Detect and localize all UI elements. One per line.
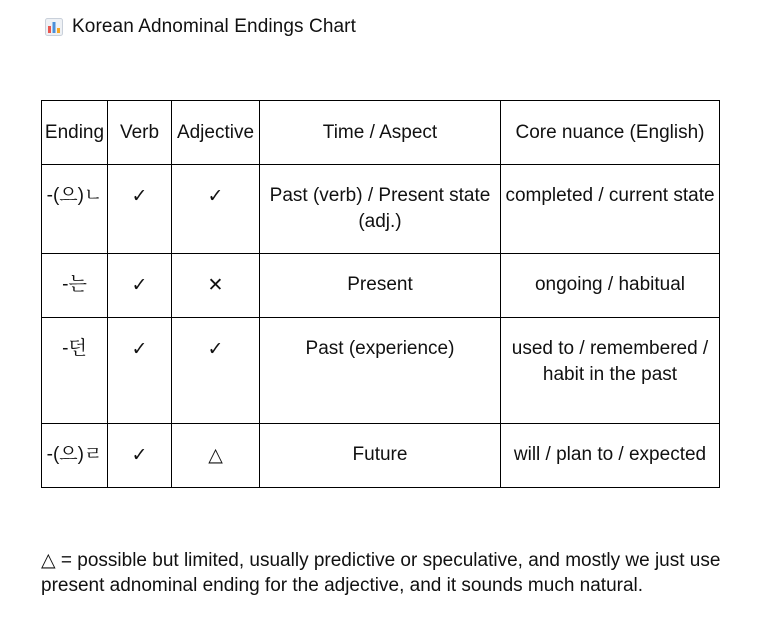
cell-core-nuance: completed / current state <box>501 165 720 254</box>
table-row <box>42 318 720 424</box>
title-text: Korean Adnominal Endings Chart <box>72 16 356 37</box>
footnote-text: = possible but limited, usually predictive or speculative, and mostly we just use present adnominal ending for the adjective, and it sounds much natural. <box>41 550 721 596</box>
cell-time-aspect: Present <box>260 254 501 318</box>
bar-chart-icon <box>45 18 63 36</box>
header-core-nuance: Core nuance (English) <box>501 101 720 165</box>
cell-adjective-check: ✓ <box>172 318 260 424</box>
adnominal-endings-table <box>41 100 720 488</box>
header-time-aspect: Time / Aspect <box>260 101 501 165</box>
table-row <box>42 424 720 488</box>
cell-ending: -(으)ㄹ <box>42 424 108 488</box>
cell-core-nuance: ongoing / habitual <box>501 254 720 318</box>
header-adjective: Adjective <box>172 101 260 165</box>
header-verb: Verb <box>108 101 172 165</box>
table-header-row <box>42 101 720 165</box>
page-title <box>45 15 356 39</box>
cell-adjective-check: ✓ <box>172 165 260 254</box>
cell-adjective-triangle: △ <box>172 424 260 488</box>
table-row <box>42 165 720 254</box>
cell-ending: -던 <box>42 318 108 424</box>
cell-time-aspect: Future <box>260 424 501 488</box>
cell-time-aspect: Past (experience) <box>260 318 501 424</box>
cell-verb-check: ✓ <box>108 318 172 424</box>
cell-core-nuance: will / plan to / expected <box>501 424 720 488</box>
cell-verb-check: ✓ <box>108 424 172 488</box>
cell-ending: -는 <box>42 254 108 318</box>
cell-verb-check: ✓ <box>108 254 172 318</box>
table-row <box>42 254 720 318</box>
cell-time-aspect: Past (verb) / Present state (adj.) <box>260 165 501 254</box>
cell-core-nuance: used to / remembered / habit in the past <box>501 318 720 424</box>
cell-verb-check: ✓ <box>108 165 172 254</box>
cell-ending: -(으)ㄴ <box>42 165 108 254</box>
cell-adjective-cross: ✕ <box>172 254 260 318</box>
triangle-symbol: △ <box>41 549 56 571</box>
footnote <box>41 548 741 598</box>
header-ending: Ending <box>42 101 108 165</box>
